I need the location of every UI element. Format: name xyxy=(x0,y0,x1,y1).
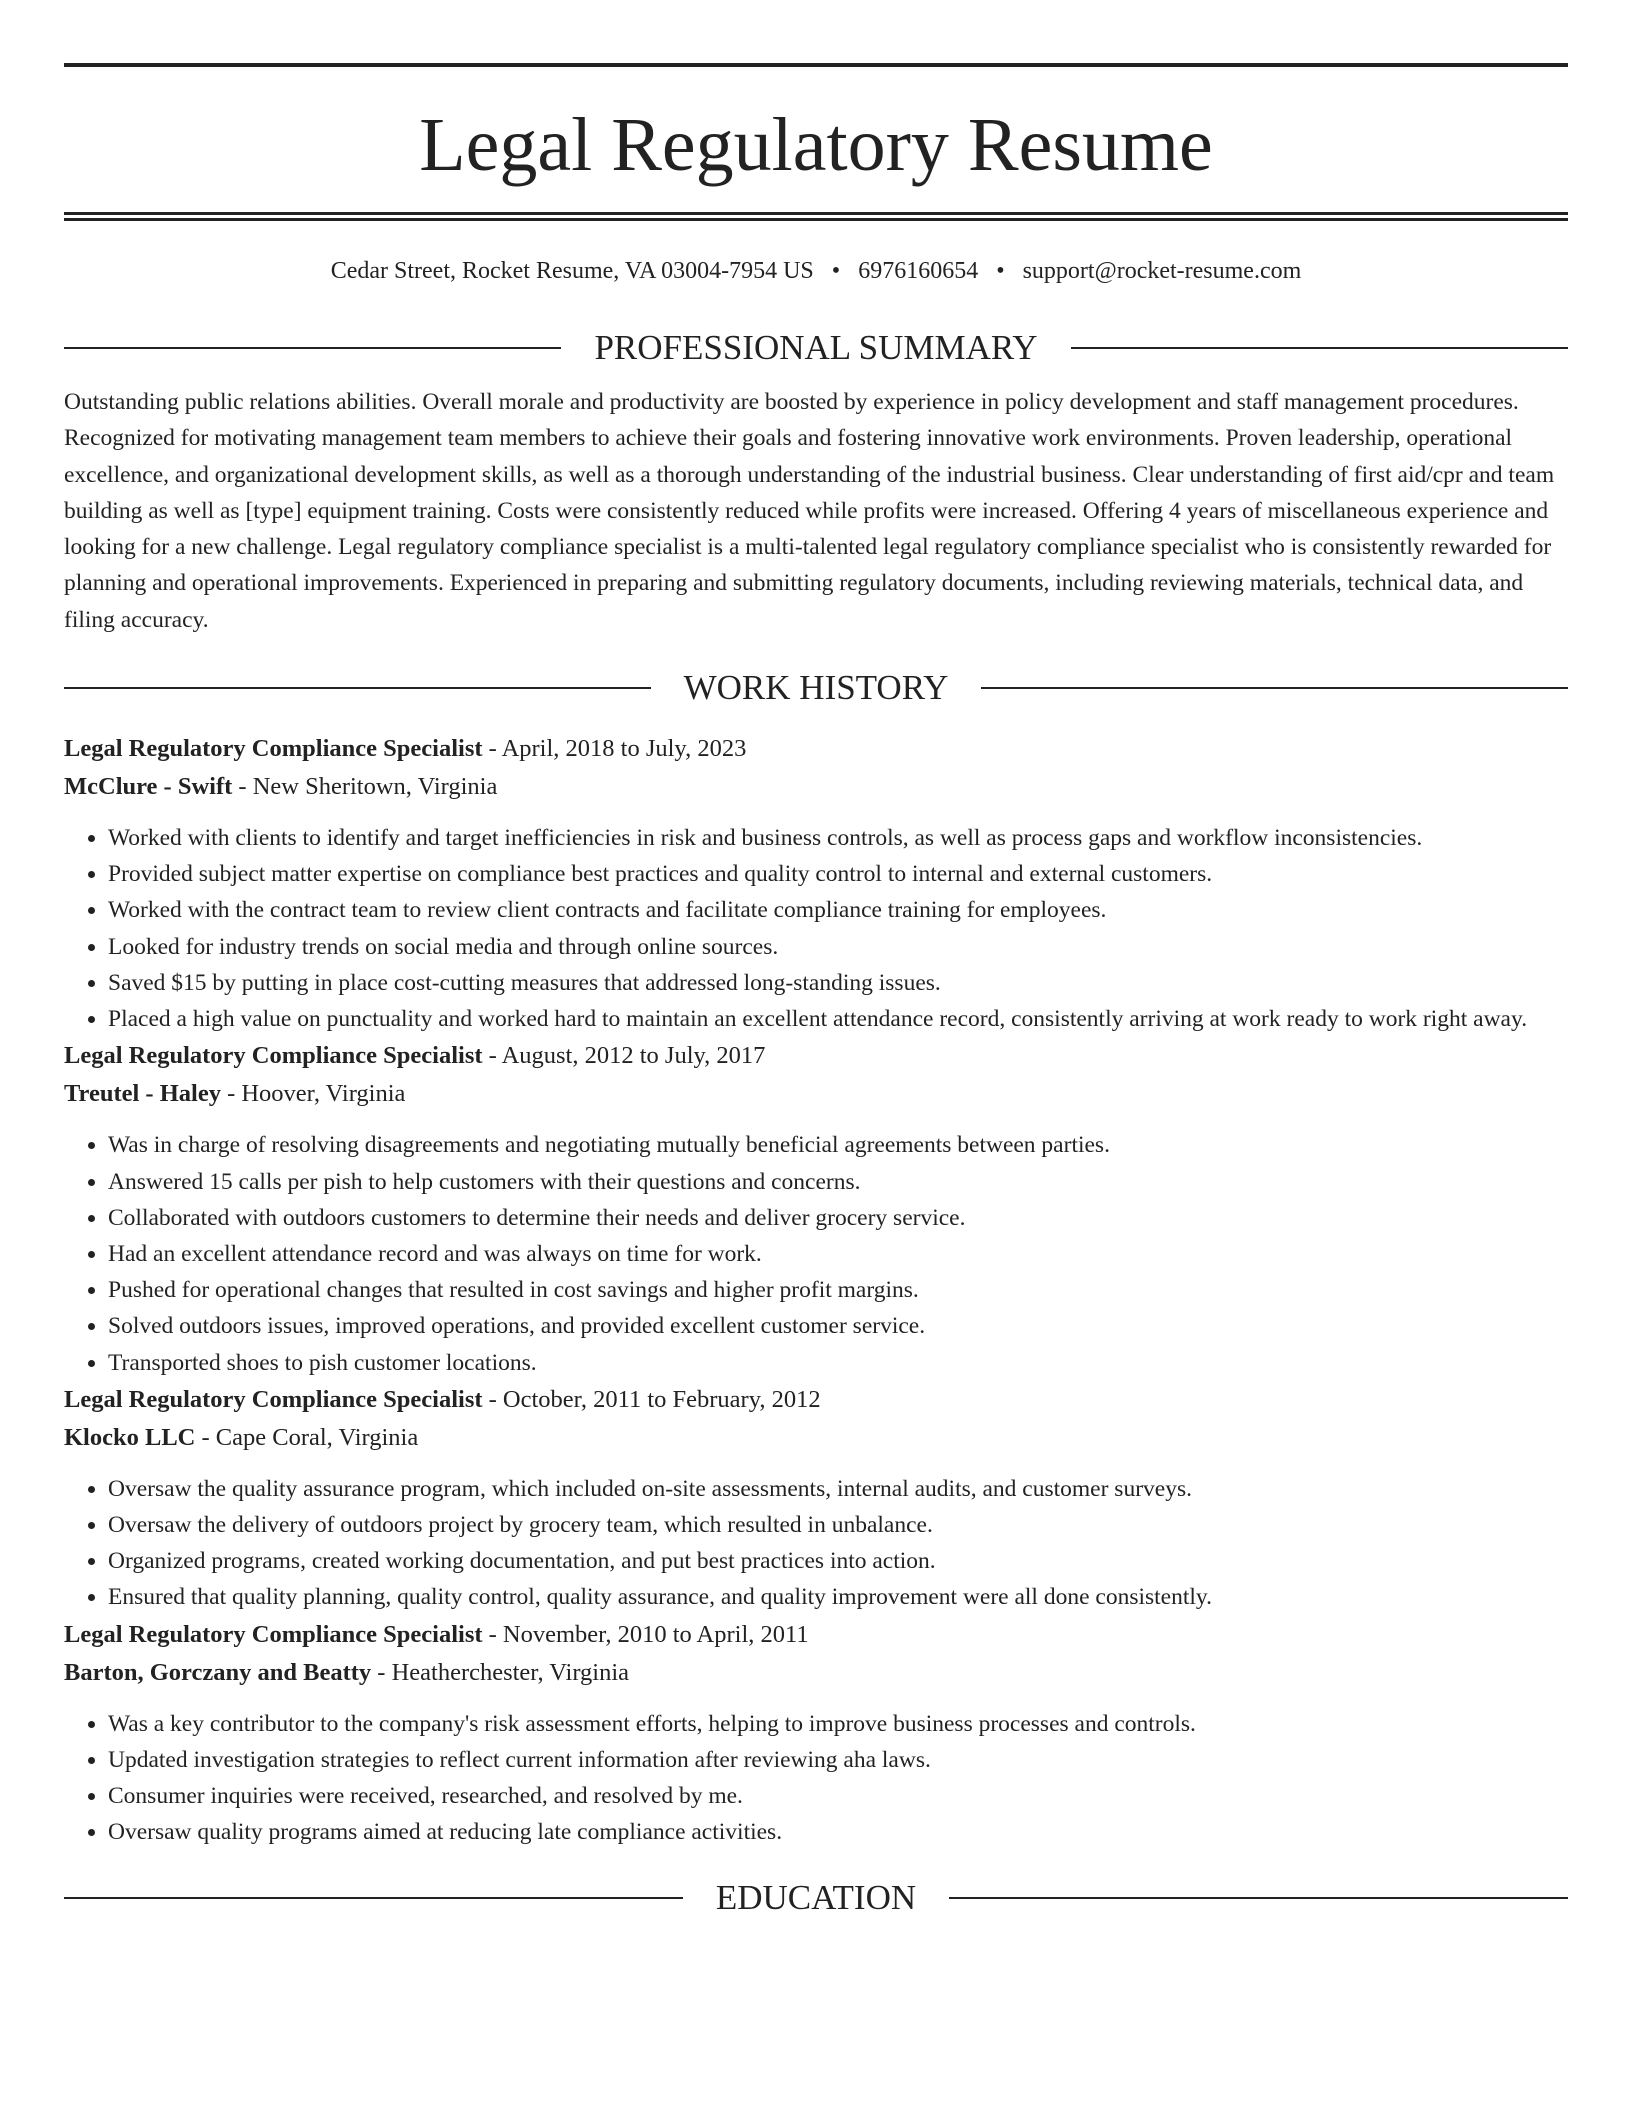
job-bullet: • Transported shoes to pish customer locations. xyxy=(108,1345,1568,1381)
work-title: WORK HISTORY xyxy=(683,668,949,708)
job-location: - Cape Coral, Virginia xyxy=(195,1423,419,1451)
job-bullet: • Ensured that quality planning, quality control, quality assurance, and quality improvement were all done consistently. xyxy=(108,1579,1568,1615)
job-bullet: • Collaborated with outdoors customers to determine their needs and deliver grocery service. xyxy=(108,1200,1568,1236)
job-title: Legal Regulatory Compliance Specialist xyxy=(64,1385,483,1413)
heading-rule-left xyxy=(64,687,651,689)
summary-section-heading xyxy=(64,328,1568,368)
job-title-line xyxy=(64,730,1568,768)
job-dates: - August, 2012 to July, 2017 xyxy=(482,1042,766,1070)
heading-rule-left xyxy=(64,347,561,349)
job-bullet: • Was a key contributor to the company's risk assessment efforts, helping to improve business processes and controls. xyxy=(108,1706,1568,1742)
summary-title: PROFESSIONAL SUMMARY xyxy=(594,328,1038,367)
job-title-line xyxy=(64,1037,1568,1075)
education-section-heading xyxy=(64,1878,1568,1918)
contact-phone: 6976160654 xyxy=(858,258,979,284)
job-dates: - October, 2011 to February, 2012 xyxy=(482,1385,821,1413)
job-bullet: • Consumer inquiries were received, researched, and resolved by me. xyxy=(108,1778,1568,1814)
summary-text: Outstanding public relations abilities. Overall morale and productivity are boosted by experience in policy development and staff management procedures. Recognized for motivating management team members to achieve their goals and fostering innovative work environments. Proven leadership, operational excellence, and organizational development skills, as well as a thorough understanding of the industrial business. Clear understanding of first aid/cpr and team building as well as [type] equipment training. Costs were consistently reduced while profits were increased. Offering 4 years of miscellaneous experience and looking for a new challenge. Legal regulatory compliance specialist is a multi-talented legal regulatory compliance specialist who is consistently rewarded for planning and operational improvements. Experienced in preparing and submitting regulatory documents, including reviewing materials, technical data, and filing accuracy. xyxy=(64,389,1555,633)
job-title-line xyxy=(64,1616,1568,1654)
job-location: - Heatherchester, Virginia xyxy=(371,1658,630,1686)
job-location: - New Sheritown, Virginia xyxy=(232,773,498,801)
resume-title: Legal Regulatory Resume xyxy=(419,103,1213,187)
job-bullet: • Provided subject matter expertise on compliance best practices and quality control to internal and external customers. xyxy=(108,856,1568,892)
job-company-line xyxy=(64,1419,1568,1457)
education-title: EDUCATION xyxy=(715,1878,917,1918)
job-bullet: • Oversaw quality programs aimed at reducing late compliance activities. xyxy=(108,1814,1568,1850)
job-dates: - April, 2018 to July, 2023 xyxy=(482,735,747,763)
job-bullet: • Was in charge of resolving disagreements and negotiating mutually beneficial agreements between parties. xyxy=(108,1127,1568,1163)
job-dates: - November, 2010 to April, 2011 xyxy=(482,1620,809,1648)
job-bullet: • Placed a high value on punctuality and worked hard to maintain an excellent attendance record, consistently arriving at work ready to work right away. xyxy=(108,1001,1568,1037)
heading-rule-right xyxy=(981,687,1568,689)
job-bullets xyxy=(64,820,1568,1037)
job-bullet: • Oversaw the delivery of outdoors project by grocery team, which resulted in unbalance. xyxy=(108,1507,1568,1543)
job-entry xyxy=(64,1037,1568,1380)
job-bullets xyxy=(64,1127,1568,1380)
header-top-rule xyxy=(64,63,1568,67)
heading-rule-right xyxy=(1071,347,1568,349)
job-entry xyxy=(64,1381,1568,1616)
contact-address: Cedar Street, Rocket Resume, VA 03004-7954 US xyxy=(330,258,814,284)
job-location: - Hoover, Virginia xyxy=(220,1080,406,1108)
job-entry xyxy=(64,1616,1568,1851)
job-title-line xyxy=(64,1381,1568,1419)
job-bullets xyxy=(64,1706,1568,1851)
job-bullet: • Updated investigation strategies to reflect current information after reviewing aha laws. xyxy=(108,1742,1568,1778)
work-section-heading xyxy=(64,668,1568,708)
job-title: Legal Regulatory Compliance Specialist xyxy=(64,1620,483,1648)
job-bullet: • Worked with the contract team to review client contracts and facilitate compliance training for employees. xyxy=(108,892,1568,928)
contact-email: support@rocket-resume.com xyxy=(1022,258,1302,284)
job-company: Treutel - Haley xyxy=(64,1080,221,1108)
contact-separator: • xyxy=(996,258,1005,284)
job-bullet: • Organized programs, created working documentation, and put best practices into action. xyxy=(108,1543,1568,1579)
job-bullet: • Oversaw the quality assurance program, which included on-site assessments, internal audits, and customer surveys. xyxy=(108,1471,1568,1507)
job-company-line xyxy=(64,1075,1568,1113)
job-company-line xyxy=(64,1654,1568,1692)
job-bullet: • Worked with clients to identify and target inefficiencies in risk and business controls, as well as process gaps and workflow inconsistencies. xyxy=(108,820,1568,856)
job-bullet: • Had an excellent attendance record and was always on time for work. xyxy=(108,1236,1568,1272)
job-title: Legal Regulatory Compliance Specialist xyxy=(64,1042,483,1070)
job-bullet: • Saved $15 by putting in place cost-cutting measures that addressed long-standing issues. xyxy=(108,965,1568,1001)
job-bullet: • Looked for industry trends on social media and through online sources. xyxy=(108,929,1568,965)
job-bullet: • Answered 15 calls per pish to help customers with their questions and concerns. xyxy=(108,1164,1568,1200)
job-title: Legal Regulatory Compliance Specialist xyxy=(64,735,483,763)
job-bullets xyxy=(64,1471,1568,1616)
job-company-line xyxy=(64,768,1568,806)
job-bullet: • Solved outdoors issues, improved operations, and provided excellent customer service. xyxy=(108,1308,1568,1344)
job-company: Klocko LLC xyxy=(64,1423,196,1451)
contact-line xyxy=(64,257,1568,285)
job-entry xyxy=(64,730,1568,1037)
header-double-rule xyxy=(64,212,1568,221)
contact-separator: • xyxy=(831,258,841,284)
job-bullet: • Pushed for operational changes that resulted in cost savings and higher profit margins. xyxy=(108,1272,1568,1308)
job-company: Barton, Gorczany and Beatty xyxy=(64,1658,372,1686)
heading-rule-left xyxy=(64,1897,683,1899)
job-company: McClure - Swift xyxy=(64,773,233,801)
heading-rule-right xyxy=(949,1897,1568,1899)
